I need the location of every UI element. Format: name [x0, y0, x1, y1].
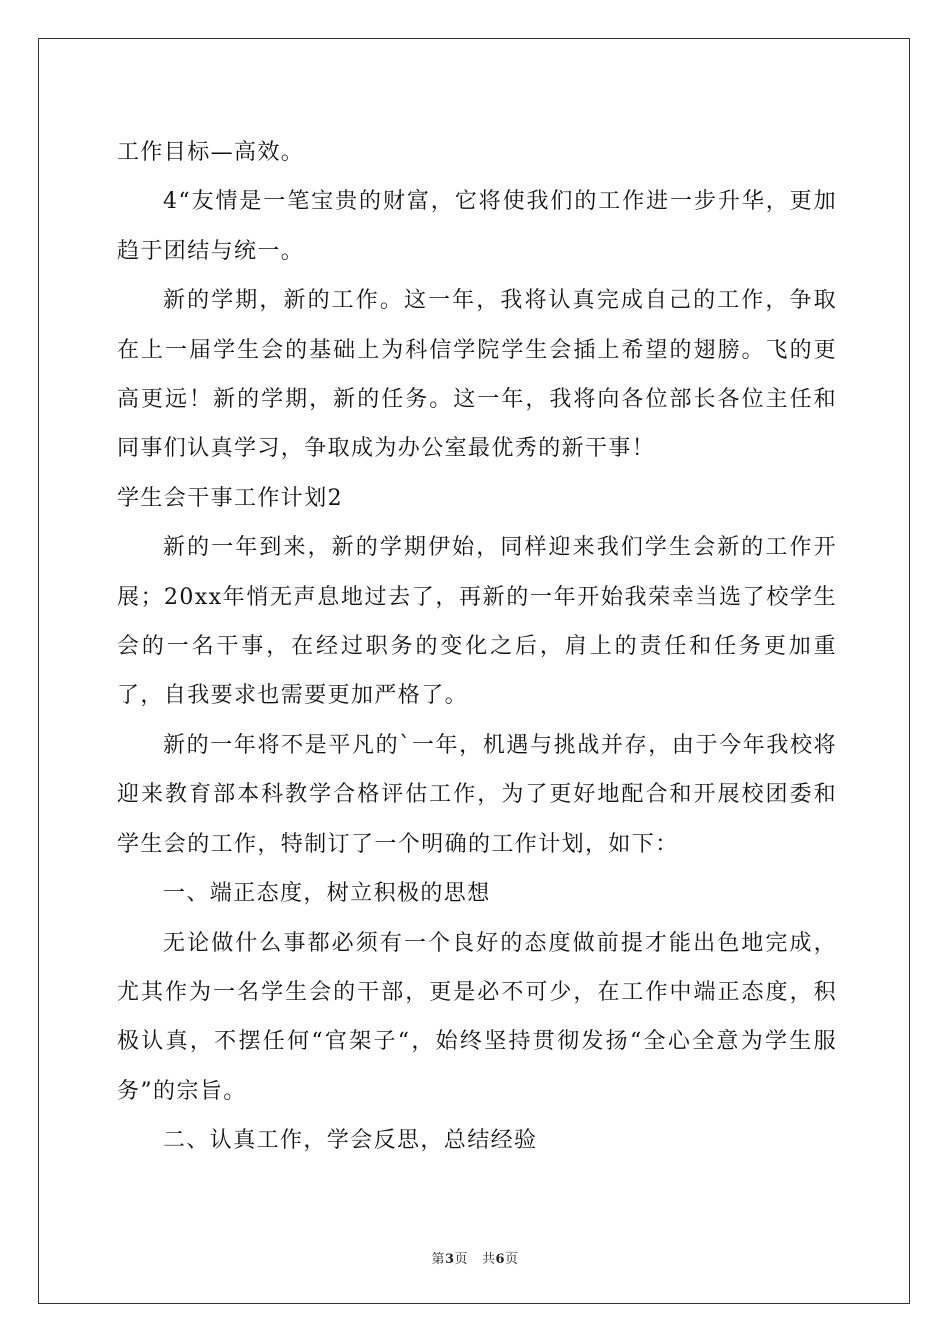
footer-page-prefix: 第	[431, 1252, 445, 1267]
document-body	[117, 128, 837, 1166]
footer-total-suffix: 页	[505, 1252, 519, 1267]
paragraph-5: 新的一年到来，新的学期伊始，同样迎来我们学生会新的工作开展；20xx年悄无声息地过去了，再新的一年开始我荣幸当选了校学生会的一名干事，在经过职务的变化之后，肩上的责任和任务更加重了，自我要求也需要更加严格了。	[117, 535, 837, 709]
paragraph-1: 工作目标—高效。	[117, 140, 305, 165]
subheading-2: 二、认真工作，学会反思，总结经验	[163, 1128, 538, 1154]
paragraph-8: 无论做什么事都必须有一个良好的态度做前提才能出色地完成，尤其作为一名学生会的干部，更是必不可少，在工作中端正态度，积极认真，不摆任何“官架子“，始终坚持贯彻发扬“全心全意为学生服务”的宗旨。	[117, 930, 837, 1104]
paragraph-6: 新的一年将不是平凡的`一年，机遇与挑战并存，由于今年我校将迎来教育部本科教学合格评估工作，为了更好地配合和开展校团委和学生会的工作，特制订了一个明确的工作计划，如下：	[117, 732, 837, 857]
footer-page-suffix: 页	[454, 1252, 469, 1267]
footer-total-prefix: 共	[481, 1252, 496, 1267]
page-footer	[0, 1248, 950, 1267]
paragraph-2: 4“友情是一笔宝贵的财富，它将使我们的工作进一步升华，更加趋于团结与统一。	[117, 189, 837, 264]
subheading-1: 一、端正态度，树立积极的思想	[163, 881, 491, 907]
footer-total-number: 6	[495, 1252, 506, 1267]
section-heading: 学生会干事工作计划2	[117, 485, 343, 511]
footer-page-number: 3	[444, 1252, 455, 1267]
paragraph-3: 新的学期，新的工作。这一年，我将认真完成自己的工作，争取在上一届学生会的基础上为科信学院学生会插上希望的翅膀。飞的更高更远！新的学期，新的任务。这一年，我将向各位部长各位主任和同事们认真学习，争取成为办公室最优秀的新干事！	[117, 288, 837, 462]
